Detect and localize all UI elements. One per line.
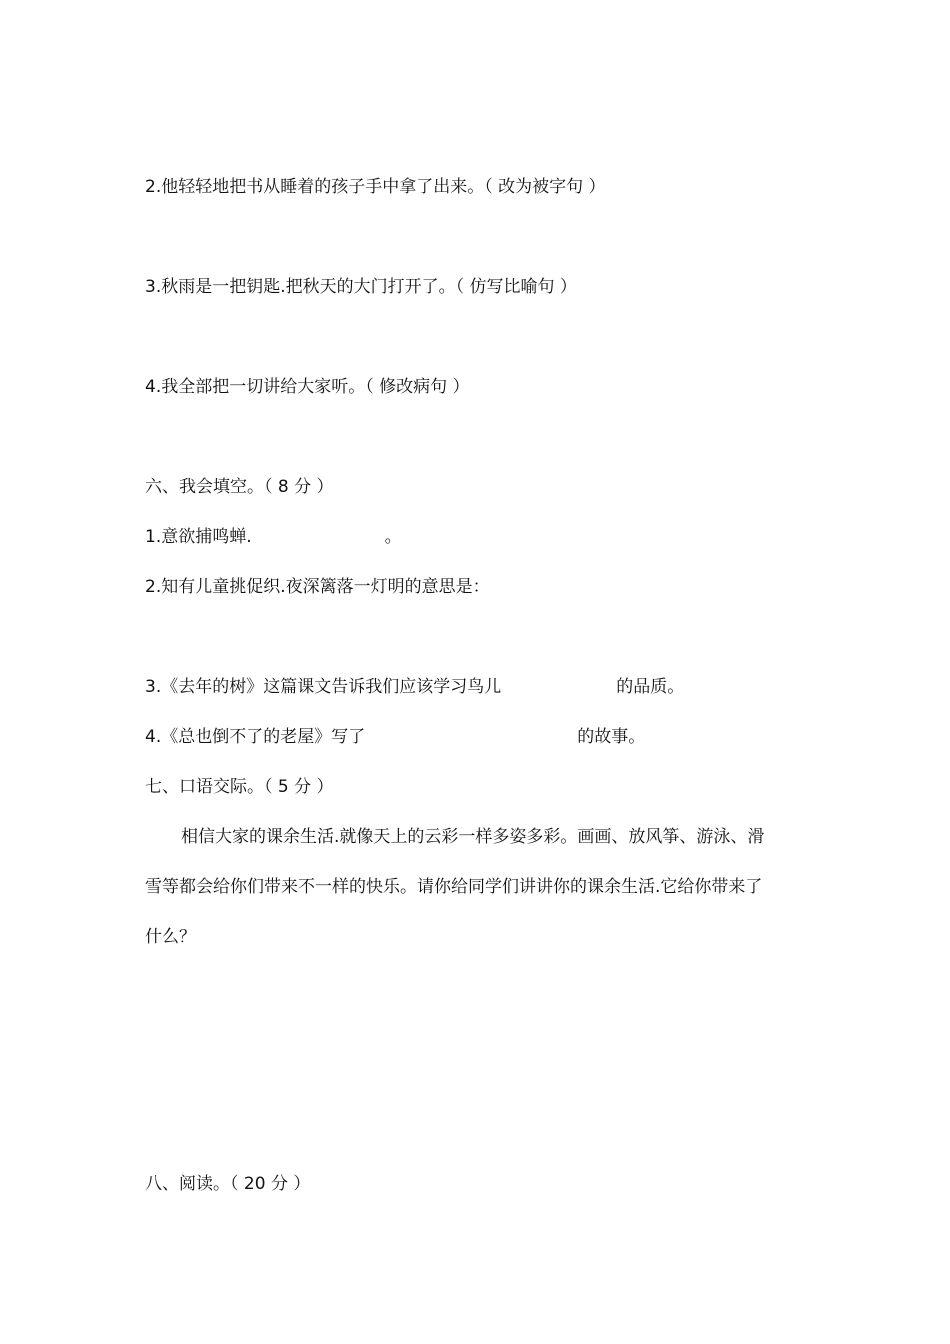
fill-question-2: 2.知有儿童挑促织.夜深篱落一灯明的意思是： — [145, 577, 490, 597]
fill-question-4-prefix: 4.《总也倒不了的老屋》写了 — [145, 727, 366, 747]
fill-question-4 — [145, 725, 645, 749]
rewrite-question-4: 4.我全部把一切讲给大家听。（ 修改病句 ） — [145, 377, 470, 397]
fill-question-1-suffix: 。 — [384, 527, 402, 547]
fill-question-3-prefix: 3.《去年的树》这篇课文告诉我们应该学习鸟儿 — [145, 677, 502, 697]
rewrite-question-2: 2.他轻轻地把书从睡着的孩子手中拿了出来。（ 改为被字句 ） — [145, 177, 606, 197]
prompt-line-2: 雪等都会给你们带来不一样的快乐。请你给同学们讲讲你的课余生活.它给你带来了 — [145, 877, 763, 897]
fill-question-3 — [145, 675, 684, 699]
section-7-heading: 七、口语交际。（ 5 分 ） — [145, 777, 334, 797]
fill-question-3-suffix: 的品质。 — [616, 677, 685, 697]
section-8-heading: 八、阅读。（ 20 分 ） — [145, 1174, 311, 1194]
prompt-line-3: 什么？ — [145, 927, 196, 947]
prompt-line-1: 相信大家的课余生活.就像天上的云彩一样多姿多彩。画画、放风筝、游泳、滑 — [181, 827, 765, 847]
fill-question-1-prefix: 1.意欲捕鸣蝉. — [145, 527, 252, 547]
fill-question-4-suffix: 的故事。 — [577, 727, 646, 747]
fill-question-1 — [145, 525, 402, 549]
section-6-heading: 六、我会填空。（ 8 分 ） — [145, 477, 334, 497]
rewrite-question-3: 3.秋雨是一把钥匙.把秋天的大门打开了。（ 仿写比喻句 ） — [145, 277, 577, 297]
